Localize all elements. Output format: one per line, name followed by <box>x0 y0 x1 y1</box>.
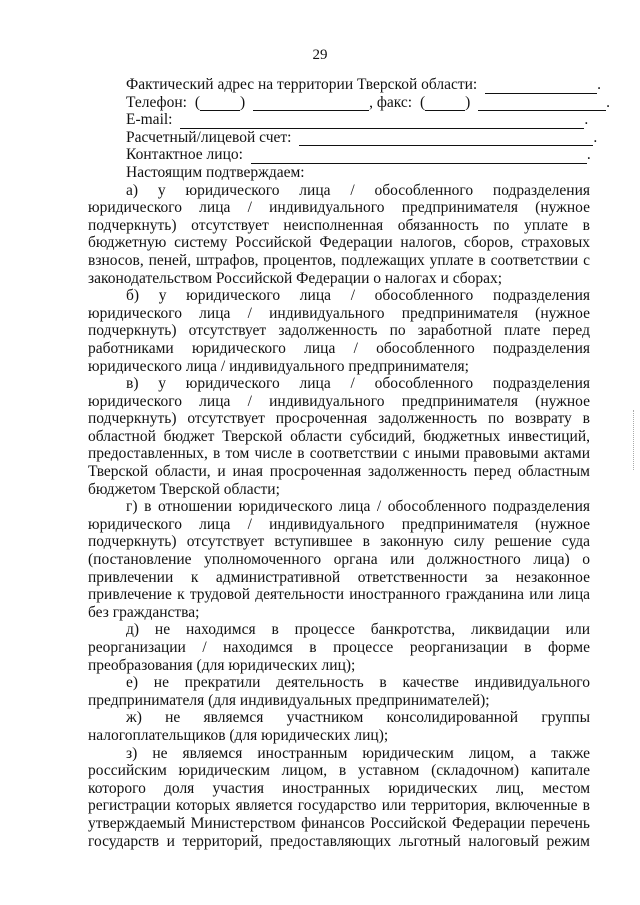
field-actual-address: Фактический адрес на территории Тверской области: . <box>126 76 601 93</box>
blank-line <box>299 132 593 146</box>
scan-edge-mark <box>633 410 636 470</box>
blank-line <box>251 150 587 164</box>
blank-line <box>478 97 606 111</box>
item-b: б) у юридического лица / обособленного подразделения юридического лица / индивидуального предпринимателя (нужное подчеркнуть) отсутствует задолженность по заработной плате перед работниками юридического лица / обособленного подразделения юридического лица / индивидуального предпринимателя; <box>88 287 590 375</box>
item-z: з) не являемся иностранным юридическим лицом, а также российским юридическим лицом, в уставном (складочном) капитале которого доля участия иностранных юридических лиц, местом регистрации которых является государство или территория, включенные в утверждаемый Министерством финансов Российской Федерации перечень государств и территорий, предоставляющих льготный налоговый режим <box>88 744 590 850</box>
document-body <box>88 76 611 850</box>
blank-line <box>485 80 597 94</box>
blank-line <box>253 97 369 111</box>
field-label: Расчетный/лицевой счет: <box>126 128 292 146</box>
item-zh: ж) не являемся участником консолидированной группы налогоплательщиков (для юридических лиц); <box>88 709 590 744</box>
blank-line <box>180 115 584 129</box>
field-account: Расчетный/лицевой счет: . <box>126 128 598 146</box>
page-number: 29 <box>312 47 328 63</box>
field-email: E-mail: . <box>126 111 589 129</box>
item-g: г) в отношении юридического лица / обособленного подразделения юридического лица / индивидуального предпринимателя (нужное подчеркнуть) отсутствует вступившее в законную силу решение суда (постановление уполномоченного органа или должностного лица) о привлечении к административной ответственности за незаконное привлечение к трудовой деятельности иностранного гражданина или лица без гражданства; <box>88 498 590 621</box>
field-label: Телефон: <box>126 93 187 111</box>
field-label: E-mail: <box>126 111 173 129</box>
item-e: е) не прекратили деятельность в качестве индивидуального предпринимателя (для индивидуальных предпринимателей); <box>88 674 590 709</box>
field-phone-fax: Телефон: ( ) , факс: ( ) . <box>126 93 611 111</box>
field-contact-person: Контактное лицо: . <box>126 146 591 164</box>
item-a: а) у юридического лица / обособленного подразделения юридического лица / индивидуального предпринимателя (нужное подчеркнуть) отсутствует неисполненная обязанность по уплате в бюджетную систему Российской Федерации налогов, сборов, страховых взносов, пеней, штрафов, процентов, подлежащих уплате в соответствии с законодательством Российской Федерации о налогах и сборах; <box>88 181 590 287</box>
confirmation-intro: Настоящим подтверждаем: <box>126 163 305 181</box>
item-d: д) не находимся в процессе банкротства, ликвидации или реорганизации / находимся в процессе реорганизации в форме преобразования (для юридических лиц); <box>88 621 590 674</box>
field-label: Контактное лицо: <box>126 146 243 164</box>
field-label: Фактический адрес на территории Тверской области: <box>126 76 478 93</box>
item-v: в) у юридического лица / обособленного подразделения юридического лица / индивидуального предпринимателя (нужное подчеркнуть) отсутствует просроченная задолженность по возврату в областной бюджет Тверской области субсидий, бюджетных инвестиций, предоставленных, в том числе в соответствии с иными правовыми актами Тверской области, и иная просроченная задолженность перед областным бюджетом Тверской области; <box>88 375 590 498</box>
